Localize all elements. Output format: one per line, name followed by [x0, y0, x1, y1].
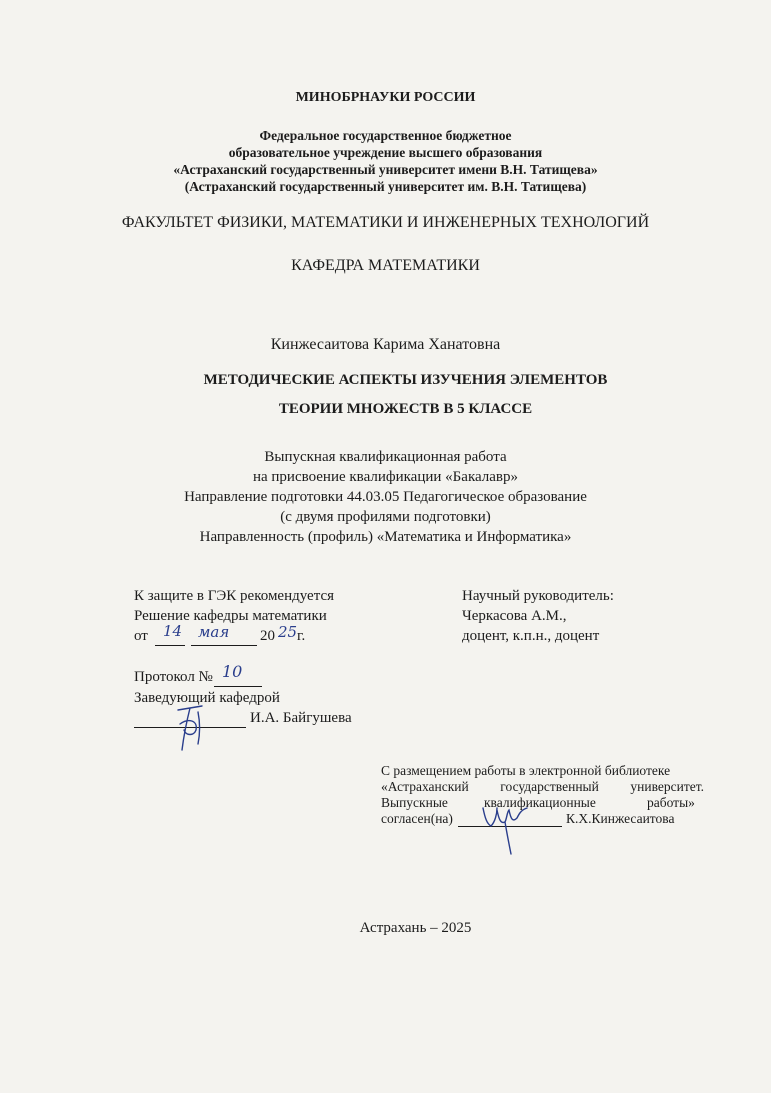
- department: КАФЕДРА МАТЕМАТИКИ: [291, 257, 480, 274]
- protocol-label: Протокол №: [134, 669, 213, 685]
- date-month-underline: [191, 645, 257, 646]
- head-name: И.А. Байгушева: [250, 710, 352, 726]
- consent-line-3-b: квалификационные: [484, 795, 596, 810]
- work-line-1: Выпускная квалификационная работа: [264, 449, 507, 465]
- consent-line-3-a: Выпускные: [381, 795, 448, 810]
- thesis-title-line-2: ТЕОРИИ МНОЖЕСТВ В 5 КЛАССЕ: [278, 401, 533, 417]
- ministry: МИНОБРНАУКИ РОССИИ: [295, 90, 476, 105]
- supervisor-position: доцент, к.п.н., доцент: [462, 628, 600, 644]
- institution-line-1: Федеральное государственное бюджетное: [259, 128, 512, 143]
- protocol-number-handwritten: 10: [222, 662, 243, 681]
- work-line-3: Направление подготовки 44.03.05 Педагогическое образование: [184, 489, 587, 505]
- date-month-handwritten: мая: [198, 623, 230, 641]
- student-name: К.Х.Кинжесаитова: [566, 811, 675, 826]
- institution-line-3: «Астраханский государственный университет имени В.Н. Татищева»: [173, 162, 598, 177]
- faculty: ФАКУЛЬТЕТ ФИЗИКИ, МАТЕМАТИКИ И ИНЖЕНЕРНЫХ ТЕХНОЛОГИЙ: [121, 214, 650, 231]
- supervisor-name: Черкасова А.М.,: [462, 608, 567, 624]
- date-suffix: г.: [297, 628, 306, 644]
- date-day-handwritten: 14: [163, 622, 183, 640]
- date-prefix: от: [134, 628, 148, 644]
- institution-line-4: (Астраханский государственный университет им. В.Н. Татищева): [184, 179, 587, 194]
- supervisor-label: Научный руководитель:: [462, 588, 614, 604]
- consent-agreed-label: согласен(на): [381, 811, 453, 826]
- thesis-title-line-1: МЕТОДИЧЕСКИЕ АСПЕКТЫ ИЗУЧЕНИЯ ЭЛЕМЕНТОВ: [203, 372, 608, 388]
- consent-line-1: С размещением работы в электронной библиотеке: [381, 763, 671, 778]
- work-line-4: (с двумя профилями подготовки): [280, 509, 491, 525]
- consent-line-2: «Астраханский государственный университет.: [381, 779, 704, 794]
- consent-line-3-c: работы»: [647, 795, 695, 810]
- date-year-prefix: 20: [260, 628, 275, 644]
- approval-line-2: Решение кафедры математики: [134, 608, 327, 624]
- approval-line-1: К защите в ГЭК рекомендуется: [134, 588, 335, 604]
- head-of-department-label: Заведующий кафедрой: [134, 690, 280, 706]
- work-line-2: на присвоение квалификации «Бакалавр»: [252, 469, 519, 485]
- date-day-underline: [155, 645, 185, 646]
- work-line-5: Направленность (профиль) «Математика и Информатика»: [199, 529, 572, 545]
- date-year-handwritten: 25: [278, 623, 298, 641]
- student-signature: [475, 800, 535, 860]
- protocol-underline: [214, 686, 262, 687]
- head-signature: [168, 700, 218, 755]
- author-name: Кинжесаитова Карима Ханатовна: [270, 336, 501, 353]
- institution-line-2: образовательное учреждение высшего образования: [228, 145, 543, 160]
- city-year: Астрахань – 2025: [359, 920, 472, 936]
